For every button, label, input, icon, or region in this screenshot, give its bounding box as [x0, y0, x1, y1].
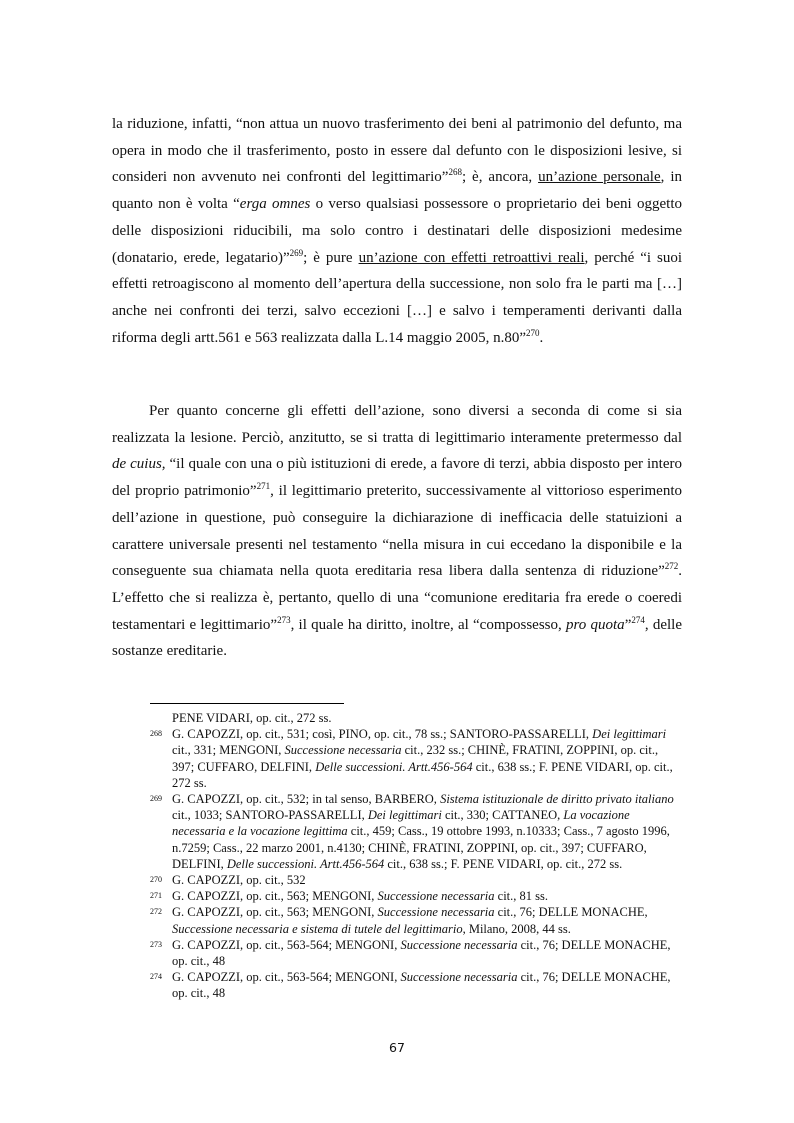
text-run: ” [624, 616, 632, 633]
footnote-text: PENE VIDARI, op. cit., 272 ss. [172, 711, 332, 725]
italic-phrase: erga omnes [239, 196, 311, 213]
text-run: . L’effetto che si realizza è, pertanto, quello di una “comunione ereditaria fra erede o coeredi testamentari e legittimario” [112, 563, 682, 633]
footnote-text: G. CAPOZZI, op. cit., 563-564; MENGONI, [172, 937, 401, 952]
footnote-ref-272[interactable]: 272 [664, 561, 679, 572]
text-run: , il legittimario preterito, successivamente al vittorioso esperimento dell’azione in questione, può conseguire la dichiarazione di inefficacia delle statuizioni a carattere universale presenti nel testamento “nella misura in cui eccedano la disponibile e la conseguente sua chiamata nella quota ereditaria resa libera dalla sentenza di riduzione” [112, 483, 682, 580]
text-run: , perché “i suoi effetti retroagiscono al momento dell’apertura della successione, non solo fra le parti ma […] anche nei confronti dei terzi, salvo eccezioni […] e salvo i temperamenti derivanti dalla riforma degli artt.561 e 563 realizzata dalla L.14 maggio 2005, n.80” [112, 249, 682, 346]
footnote-text: G. CAPOZZI, op. cit., 563; MENGONI, [172, 905, 378, 920]
footnote-number: 271 [150, 891, 162, 901]
footnote-number: 272 [150, 907, 162, 917]
italic-phrase: de cuius, [112, 456, 166, 473]
footnote-title: Successione necessaria [377, 889, 495, 904]
footnote-273 [150, 937, 682, 969]
text-run: o verso qualsiasi possessore o proprietario dei beni oggetto delle disposizioni riducibili, ma solo contro i destinatari delle disposizioni medesime (donatario, erede, legatario)” [112, 196, 682, 266]
footnote-title: Delle successioni. Artt.456-564 [226, 856, 385, 871]
footnote-number: 273 [150, 939, 162, 949]
text-run: “il quale con una o più istituzioni di erede, a favore di terzi, abbia disposto per intero del proprio patrimonio” [112, 456, 682, 500]
text-run: . [539, 329, 544, 346]
text-run: la riduzione, infatti, “non attua un nuovo trasferimento dei beni al patrimonio del defunto, ma opera in modo che il trasferimento, posto in essere dal defunto con le disposizioni lesive, si consideri non avvenuto nei confronti del legittimario” [112, 116, 682, 186]
footnote-text: G. CAPOZZI, op. cit., 563; MENGONI, [172, 889, 378, 904]
footnote-text: G. CAPOZZI, op. cit., 532 [172, 873, 306, 888]
footnote-title: Dei legittimari [367, 808, 442, 823]
footnote-text: cit., 1033; SANTORO-PASSARELLI, [172, 808, 368, 823]
footnote-title: Sistema istituzionale de diritto privato italiano [440, 792, 674, 807]
footnote-text: cit., 638 ss.; F. PENE VIDARI, op. cit., 272 ss. [384, 856, 623, 871]
footnote-number: 269 [150, 794, 162, 804]
footnote-270 [150, 872, 682, 888]
footnote-ref-271[interactable]: 271 [256, 481, 271, 492]
italic-phrase: pro quota [566, 616, 625, 633]
footnote-text: cit., 76; DELLE MONACHE, [494, 905, 648, 920]
footnote-text: cit., 638 ss.; F. PENE VIDARI, op. cit., 272 ss. [172, 759, 673, 790]
footnote-text: , Milano, 2008, 44 ss. [462, 921, 571, 936]
footnote-title: Successione necessaria [400, 937, 518, 952]
footnote-continuation [150, 710, 682, 726]
footnote-269 [150, 791, 682, 872]
footnote-text: G. CAPOZZI, op. cit., 532; in tal senso, BARBERO, [172, 792, 441, 807]
text-run: Per quanto concerne gli effetti dell’azione, sono diversi a seconda di come si sia realizzata la lesione. Perciò, anzitutto, se si tratta di legittimario interamente pretermesso dal [112, 403, 682, 446]
footnote-number: 274 [150, 972, 162, 982]
footnote-271 [150, 888, 682, 904]
footnote-text: G. CAPOZZI, op. cit., 531; così, PINO, op. cit., 78 ss.; SANTORO-PASSARELLI, [172, 727, 593, 742]
footnote-title: Successione necessaria [400, 970, 518, 985]
page-number: 67 [389, 1040, 405, 1055]
footnote-title: Dei legittimari [592, 727, 667, 742]
footnote-text: cit., 76; DELLE MONACHE, op. cit., 48 [172, 937, 671, 969]
footnote-text: cit., 330; CATTANEO, [441, 808, 564, 823]
underlined-phrase: un’azione con effetti retroattivi reali [358, 249, 585, 266]
footnote-title: La vocazione necessaria e la vocazione legittima [172, 808, 630, 839]
footnote-text: cit., 459; Cass., 19 ottobre 1993, n.10333; Cass., 7 agosto 1996, n.7259; Cass., 22 marzo 2001, n.4130; CHINÈ, FRATINI, ZOPPINI, op. cit., 397; CUFFARO, DELFINI, [172, 824, 670, 871]
footnote-ref-270[interactable]: 270 [526, 327, 540, 338]
footnote-text: cit., 331; MENGONI, [172, 743, 285, 758]
text-run: ; è, ancora, [461, 169, 539, 186]
footnote-title: Delle successioni. Artt.456-564 [315, 759, 473, 774]
body-paragraph-2 [112, 398, 682, 665]
footnote-number: 268 [150, 729, 162, 739]
footnote-text: cit., 81 ss. [494, 889, 549, 904]
footnote-title: Successione necessaria e sistema di tutele del legittimario [172, 921, 463, 936]
text-run: , il quale ha diritto, inoltre, al “compossesso, [290, 616, 566, 633]
footnote-ref-273[interactable]: 273 [277, 614, 291, 625]
footnote-274 [150, 969, 682, 1001]
footnote-text: cit., 232 ss.; CHINÈ, FRATINI, ZOPPINI, op. cit., 397; CUFFARO, DELFINI, [172, 743, 659, 774]
footnote-text: cit., 76; DELLE MONACHE, op. cit., 48 [172, 970, 671, 1001]
footnote-separator [150, 703, 344, 704]
footnote-ref-269[interactable]: 269 [289, 247, 304, 258]
footnote-ref-268[interactable]: 268 [448, 167, 462, 178]
text-run: , in quanto non è volta “ [112, 169, 683, 213]
footnotes-section [150, 710, 682, 1002]
footnote-number: 270 [150, 875, 162, 885]
body-paragraph-1 [112, 111, 682, 351]
footnote-268 [150, 726, 682, 791]
footnote-ref-274[interactable]: 274 [631, 614, 645, 625]
footnote-title: Successione necessaria [284, 743, 402, 758]
text-run: , delle sostanze ereditarie. [112, 616, 682, 660]
footnote-title: Successione necessaria [377, 905, 495, 920]
footnote-272 [150, 904, 682, 936]
text-run: ; è pure [303, 249, 359, 266]
underlined-phrase: un’azione personale [538, 169, 661, 186]
footnote-text: G. CAPOZZI, op. cit., 563-564; MENGONI, [172, 970, 401, 985]
